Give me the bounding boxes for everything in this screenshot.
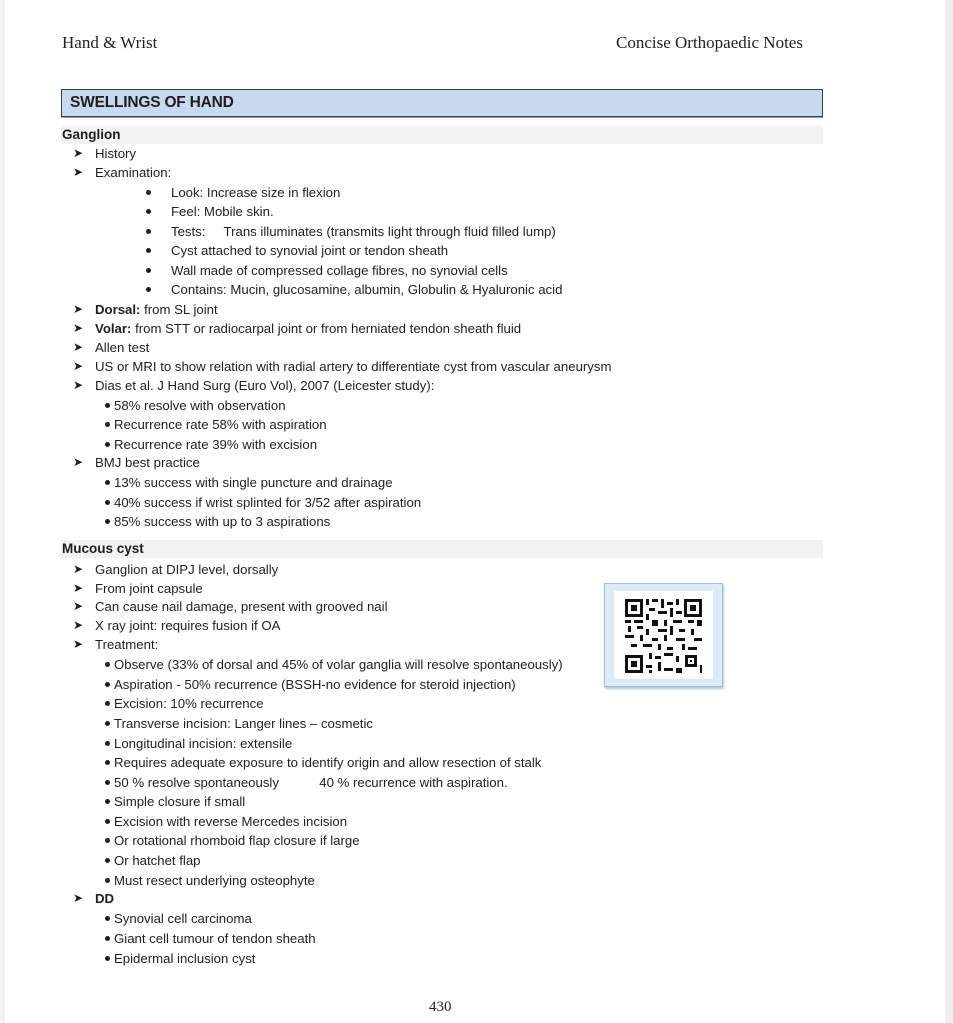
bullet-icon xyxy=(105,519,110,524)
exam-item: Wall made of compressed collage fibres, no synovial cells xyxy=(171,263,508,278)
exam-item: Tests: Trans illuminates (transmits light through fluid filled lump) xyxy=(171,224,556,239)
volar-label: Volar: xyxy=(95,321,132,336)
bullet-icon xyxy=(146,229,151,234)
exam-item: Feel: Mobile skin. xyxy=(171,204,274,219)
bullet-icon xyxy=(105,799,110,804)
arrow-bullet-icon: ➤ xyxy=(73,599,84,613)
bullet-icon xyxy=(105,916,110,921)
list-item-dd: DD xyxy=(95,891,115,906)
arrow-bullet-icon: ➤ xyxy=(73,321,84,335)
mucous-point: Ganglion at DIPJ level, dorsally xyxy=(95,562,279,577)
bullet-icon xyxy=(105,442,110,447)
treatment-item: 50 % resolve spontaneously 40 % recurrence with aspiration. xyxy=(105,774,508,791)
dd-item: Synovial cell carcinoma xyxy=(105,910,252,927)
arrow-bullet-icon: ➤ xyxy=(73,581,84,595)
treatment-item: Aspiration - 50% recurrence (BSSH-no evidence for steroid injection) xyxy=(105,676,516,693)
dd-item: Epidermal inclusion cyst xyxy=(105,950,255,967)
bullet-icon xyxy=(105,878,110,883)
arrow-bullet-icon: ➤ xyxy=(73,165,84,179)
dorsal-text: from SL joint xyxy=(140,302,218,317)
list-item-allen: Allen test xyxy=(95,340,150,355)
list-item-bmj: BMJ best practice xyxy=(95,455,200,470)
subheading-ganglion-text: Ganglion xyxy=(62,127,121,142)
running-head-chapter: Hand & Wrist xyxy=(62,33,158,52)
mucous-point: X ray joint: requires fusion if OA xyxy=(95,618,281,633)
page-number: 430 xyxy=(429,999,452,1015)
bullet-icon xyxy=(105,956,110,961)
arrow-bullet-icon: ➤ xyxy=(73,359,84,373)
arrow-bullet-icon: ➤ xyxy=(73,455,84,469)
bmj-item: 40% success if wrist splinted for 3/52 after aspiration xyxy=(105,494,421,511)
arrow-bullet-icon: ➤ xyxy=(73,562,84,576)
bullet-icon xyxy=(105,819,110,824)
bullet-icon xyxy=(105,701,110,706)
page-edge-right xyxy=(945,0,953,1023)
bullet-icon xyxy=(105,662,110,667)
treatment-item: Must resect underlying osteophyte xyxy=(105,872,315,889)
dias-item: Recurrence rate 39% with excision xyxy=(105,436,317,453)
bullet-icon xyxy=(146,209,151,214)
subheading-mucous-cyst xyxy=(61,540,823,558)
list-item-dias: Dias et al. J Hand Surg (Euro Vol), 2007 (Leicester study): xyxy=(95,378,435,393)
bullet-icon xyxy=(105,500,110,505)
exam-item: Contains: Mucin, glucosamine, albumin, Globulin & Hyaluronic acid xyxy=(171,282,563,297)
mucous-point: Treatment: xyxy=(95,637,159,652)
bullet-icon xyxy=(105,936,110,941)
arrow-bullet-icon: ➤ xyxy=(73,637,84,651)
mucous-point: Can cause nail damage, present with grooved nail xyxy=(95,599,388,614)
bullet-icon xyxy=(105,760,110,765)
bullet-icon xyxy=(146,190,151,195)
running-head-book-title: Concise Orthopaedic Notes xyxy=(616,33,803,52)
qr-code-graphic xyxy=(614,591,713,679)
page-edge-left xyxy=(0,0,5,1023)
dias-item: 58% resolve with observation xyxy=(105,397,286,414)
bullet-icon xyxy=(105,780,110,785)
bullet-icon xyxy=(105,480,110,485)
bullet-icon xyxy=(105,682,110,687)
list-item-us-mri: US or MRI to show relation with radial artery to differentiate cyst from vascular aneurysm xyxy=(95,359,612,374)
bullet-icon xyxy=(105,838,110,843)
mucous-point: From joint capsule xyxy=(95,581,203,596)
exam-item: Cyst attached to synovial joint or tendon sheath xyxy=(171,243,449,258)
bullet-icon xyxy=(146,248,151,253)
arrow-bullet-icon: ➤ xyxy=(73,302,84,316)
dias-item: Recurrence rate 58% with aspiration xyxy=(105,416,327,433)
subheading-mucous-cyst-text: Mucous cyst xyxy=(62,541,144,556)
bullet-icon xyxy=(146,268,151,273)
bullet-icon xyxy=(105,858,110,863)
bullet-icon xyxy=(146,287,151,292)
qr-code-icon xyxy=(614,591,713,679)
dorsal-label: Dorsal: xyxy=(95,302,141,317)
dd-item: Giant cell tumour of tendon sheath xyxy=(105,930,316,947)
list-item-examination: Examination: xyxy=(95,165,172,180)
arrow-bullet-icon: ➤ xyxy=(73,891,84,905)
bmj-item: 85% success with up to 3 aspirations xyxy=(105,513,330,530)
treatment-item: Or rotational rhomboid flap closure if large xyxy=(105,832,360,849)
bmj-item: 13% success with single puncture and drainage xyxy=(105,474,393,491)
exam-item: Look: Increase size in flexion xyxy=(171,185,341,200)
treatment-item: Longitudinal incision: extensile xyxy=(105,735,292,752)
treatment-item: Transverse incision: Langer lines – cosmetic xyxy=(105,715,373,732)
section-title: SWELLINGS OF HAND xyxy=(70,94,234,111)
bullet-icon xyxy=(105,403,110,408)
treatment-item: Observe (33% of dorsal and 45% of volar ganglia will resolve spontaneously) xyxy=(105,656,563,673)
arrow-bullet-icon: ➤ xyxy=(73,618,84,632)
list-item-history: History xyxy=(95,146,137,161)
list-item-volar xyxy=(95,320,521,337)
arrow-bullet-icon: ➤ xyxy=(73,146,84,160)
arrow-bullet-icon: ➤ xyxy=(73,340,84,354)
treatment-item: Or hatchet flap xyxy=(105,852,201,869)
bullet-icon xyxy=(105,422,110,427)
arrow-bullet-icon: ➤ xyxy=(73,378,84,392)
bullet-icon xyxy=(105,721,110,726)
treatment-item: Requires adequate exposure to identify origin and allow resection of stalk xyxy=(105,754,541,771)
qr-code-frame xyxy=(604,583,723,687)
list-item-dorsal xyxy=(95,301,218,318)
treatment-item: Excision with reverse Mercedes incision xyxy=(105,813,347,830)
bullet-icon xyxy=(105,741,110,746)
subheading-ganglion xyxy=(61,126,823,144)
section-title-box xyxy=(61,89,823,117)
treatment-item: Simple closure if small xyxy=(105,793,245,810)
volar-text: from STT or radiocarpal joint or from herniated tendon sheath fluid xyxy=(131,321,522,336)
treatment-item: Excision: 10% recurrence xyxy=(105,695,264,712)
